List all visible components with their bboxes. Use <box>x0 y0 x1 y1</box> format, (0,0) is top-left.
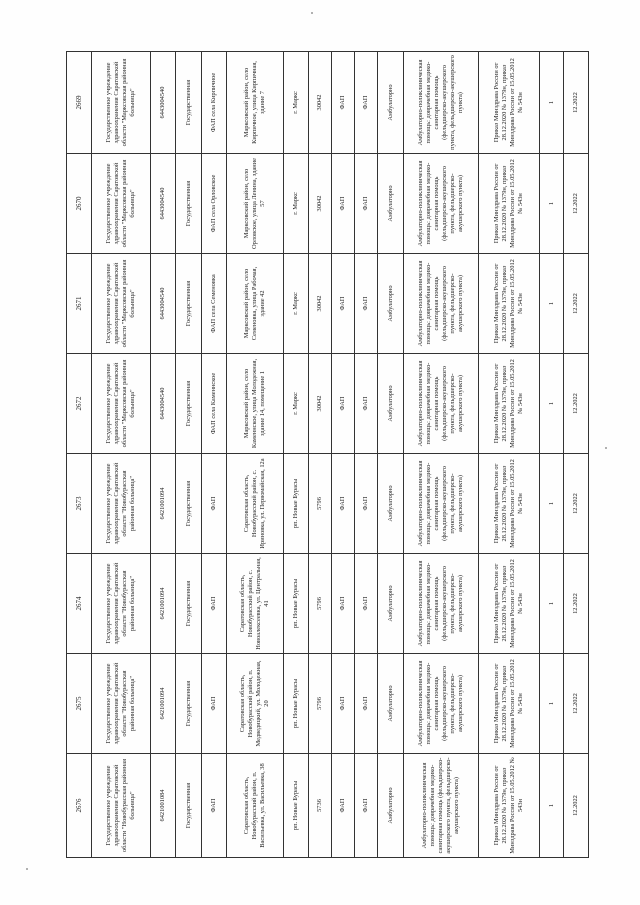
cell-name: ФАП села Орловское <box>201 154 226 254</box>
cell-care: Амбулаторно <box>378 154 403 254</box>
cell-okato: 30042 <box>309 52 332 154</box>
cell-locality: рп. Новые Бурасы <box>283 454 308 554</box>
cell-okato: 5796 <box>309 454 332 554</box>
cell-ownership: Государственная <box>176 354 201 454</box>
cell-count: 1 <box>540 154 563 254</box>
cell-okato: 5796 <box>309 654 332 754</box>
cell-org: Государственное учреждение здравоохранения Саратовской области "Новобурасская районная больница" <box>92 554 151 654</box>
row-subtype <box>355 52 378 858</box>
cell-address: Саратовская область, Новобурасский район, п. Медведицкий, ул. Молодежная, 20 <box>226 654 283 754</box>
cell-subtype: ФАП <box>355 454 378 554</box>
cell-date: 12.2022 <box>563 154 588 254</box>
cell-address: Марксовский район, село Орловское, улица Ленина, здание 57 <box>226 154 283 254</box>
cell-okato: 5736 <box>309 754 332 858</box>
cell-activity: Амбулаторно-поликлиническая помощь: доврачебная медико-санитарная помощь (фельдшерско-акушерского пункта, фельдшерско-акушерского пункта) <box>403 52 479 154</box>
row-locality <box>283 52 308 858</box>
cell-basis: Приказ Минздрава России от 28.12.2020 № 1379н, приказ Минздрава России от 15.05.2012 № 543н <box>479 154 540 254</box>
cell-org: Государственное учреждение здравоохранения Саратовской области "Марксовская районная больница" <box>92 354 151 454</box>
cell-ownership: Государственная <box>176 454 201 554</box>
row-basis <box>479 52 540 858</box>
cell-ownership: Государственная <box>176 154 201 254</box>
row-care <box>378 52 403 858</box>
row-name <box>201 52 226 858</box>
cell-subtype: ФАП <box>355 52 378 154</box>
row-ownership <box>176 52 201 858</box>
cell-inn: 6421001084 <box>151 754 176 858</box>
cell-name: ФАП <box>201 454 226 554</box>
row-date <box>563 52 588 858</box>
cell-id: 2669 <box>67 52 92 154</box>
cell-okato: 30042 <box>309 354 332 454</box>
cell-org: Государственное учреждение здравоохранения Саратовской области "Новобурасская районная больница" <box>92 654 151 754</box>
cell-locality: г. Маркс <box>283 154 308 254</box>
row-org <box>92 52 151 858</box>
cell-basis: Приказ Минздрава России от 28.12.2020 № 1379н, приказ Минздрава России от 15.05.2012 № 543н <box>479 52 540 154</box>
cell-activity: Амбулаторно-поликлиническая помощь: доврачебная медико-санитарная помощь (фельдшерско-акушерского пункта, фельдшерско-акушерского пункта) <box>403 454 479 554</box>
cell-type: ФАП <box>332 454 355 554</box>
cell-org: Государственное учреждение здравоохранения Саратовской области "Новобурасская районная больница" <box>92 454 151 554</box>
cell-care: Амбулаторно <box>378 254 403 354</box>
cell-address: Саратовская область, Новобурасский район, п. Васильевка, ул. Васильевка, 38 <box>226 754 283 858</box>
cell-inn: 6443004540 <box>151 154 176 254</box>
row-id <box>67 52 92 858</box>
cell-subtype: ФАП <box>355 354 378 454</box>
cell-basis: Приказ Минздрава России от 28.12.2020 № 1379н, приказ Минздрава России от 15.05.2012 № 543н <box>479 754 540 858</box>
cell-id: 2676 <box>67 754 92 858</box>
row-inn <box>151 52 176 858</box>
cell-type: ФАП <box>332 154 355 254</box>
cell-date: 12.2022 <box>563 654 588 754</box>
cell-activity: Амбулаторно-поликлиническая помощь: доврачебная медико-санитарная помощь (фельдшерско-акушерского пункта, фельдшерско-акушерского пункта) <box>403 354 479 454</box>
cell-basis: Приказ Минздрава России от 28.12.2020 № 1379н, приказ Минздрава России от 15.05.2012 № 543н <box>479 354 540 454</box>
cell-inn: 6421001094 <box>151 454 176 554</box>
cell-address: Марксовский район, село Семеновка, улица Рабочая, здание 42 <box>226 254 283 354</box>
cell-subtype: ФАП <box>355 554 378 654</box>
cell-ownership: Государственная <box>176 554 201 654</box>
cell-date: 12.2022 <box>563 754 588 858</box>
row-count <box>540 52 563 858</box>
cell-locality: рп. Новые Бурасы <box>283 654 308 754</box>
cell-id: 2673 <box>67 454 92 554</box>
cell-activity: Амбулаторно-поликлиническая помощь: доврачебная медико-санитарная помощь (фельдшерско-акушерского пункта, фельдшерско-акушерского пункта) <box>403 754 479 858</box>
cell-address: Саратовская область, Новобурасский район, с. Новоалексеевка, ул. Центральная, 41 <box>226 554 283 654</box>
cell-inn: 6443004540 <box>151 354 176 454</box>
cell-date: 12.2022 <box>563 354 588 454</box>
cell-locality: г. Маркс <box>283 254 308 354</box>
rotated-table-wrapper <box>66 52 589 858</box>
cell-id: 2674 <box>67 554 92 654</box>
cell-id: 2671 <box>67 254 92 354</box>
row-activity <box>403 52 479 858</box>
cell-care: Амбулаторно <box>378 52 403 154</box>
cell-name: ФАП села Семеновка <box>201 254 226 354</box>
cell-care: Амбулаторно <box>378 654 403 754</box>
cell-locality: г. Маркс <box>283 52 308 154</box>
cell-okato: 5796 <box>309 554 332 654</box>
cell-date: 12.2022 <box>563 554 588 654</box>
cell-locality: рп. Новые Бурасы <box>283 754 308 858</box>
cell-inn: 6443004540 <box>151 52 176 154</box>
cell-ownership: Государственная <box>176 754 201 858</box>
cell-id: 2675 <box>67 654 92 754</box>
cell-count: 1 <box>540 354 563 454</box>
cell-subtype: ФАП <box>355 654 378 754</box>
cell-count: 1 <box>540 254 563 354</box>
cell-address: Саратовская область, Новобурасский район, с. Ириновка, ул. Первомайская, 12а <box>226 454 283 554</box>
cell-count: 1 <box>540 554 563 654</box>
register-table <box>66 51 589 858</box>
cell-activity: Амбулаторно-поликлиническая помощь: доврачебная медико-санитарная помощь (фельдшерско-акушерского пункта, фельдшерско-акушерского пункта) <box>403 154 479 254</box>
cell-name: ФАП села Каменнское <box>201 354 226 454</box>
cell-id: 2670 <box>67 154 92 254</box>
cell-org: Государственное учреждение здравоохранения Саратовской области "Марксовская районная больница" <box>92 52 151 154</box>
cell-name: ФАП села Кирпичное <box>201 52 226 154</box>
cell-org: Государственное учреждение здравоохранения Саратовской области "Новобурасская районная больница" <box>92 754 151 858</box>
row-okato <box>309 52 332 858</box>
cell-address: Марксовский район, село Каменнское, улица Молодежная, здание 14, помещение 1 <box>226 354 283 454</box>
cell-ownership: Государственная <box>176 52 201 154</box>
cell-okato: 30042 <box>309 154 332 254</box>
cell-count: 1 <box>540 52 563 154</box>
cell-ownership: Государственная <box>176 654 201 754</box>
cell-activity: Амбулаторно-поликлиническая помощь: доврачебная медико-санитарная помощь (фельдшерско-акушерского пункта, фельдшерско-акушерского пункта) <box>403 654 479 754</box>
cell-id: 2672 <box>67 354 92 454</box>
cell-type: ФАП <box>332 654 355 754</box>
cell-ownership: Государственная <box>176 254 201 354</box>
cell-activity: Амбулаторно-поликлиническая помощь: доврачебная медико-санитарная помощь (фельдшерско-акушерского пункта, фельдшерско-акушерского пункта) <box>403 554 479 654</box>
cell-date: 12.2022 <box>563 52 588 154</box>
cell-type: ФАП <box>332 354 355 454</box>
cell-inn: 6421001094 <box>151 554 176 654</box>
cell-type: ФАП <box>332 52 355 154</box>
cell-count: 1 <box>540 754 563 858</box>
cell-org: Государственное учреждение здравоохранения Саратовской области "Марксовская районная больница" <box>92 154 151 254</box>
cell-count: 1 <box>540 654 563 754</box>
cell-basis: Приказ Минздрава России от 28.12.2020 № 1379н, приказ Минздрава России от 15.05.2012 № 543н <box>479 554 540 654</box>
cell-okato: 30042 <box>309 254 332 354</box>
cell-inn: 6443004540 <box>151 254 176 354</box>
cell-care: Амбулаторно <box>378 554 403 654</box>
cell-care: Амбулаторно <box>378 354 403 454</box>
cell-activity: Амбулаторно-поликлиническая помощь: доврачебная медико-санитарная помощь (фельдшерско-акушерского пункта, фельдшерско-акушерского пункта) <box>403 254 479 354</box>
cell-subtype: ФАП <box>355 154 378 254</box>
cell-org: Государственное учреждение здравоохранения Саратовской области "Марксовская районная больница" <box>92 254 151 354</box>
cell-basis: Приказ Минздрава России от 28.12.2020 № 1379н, приказ Минздрава России от 15.05.2012 № 543н <box>479 654 540 754</box>
cell-type: ФАП <box>332 754 355 858</box>
cell-locality: г. Маркс <box>283 354 308 454</box>
cell-basis: Приказ Минздрава России от 28.12.2020 № 1379н, приказ Минздрава России от 15.05.2012 № 543н <box>479 254 540 354</box>
cell-care: Амбулаторно <box>378 754 403 858</box>
cell-name: ФАП <box>201 554 226 654</box>
cell-count: 1 <box>540 454 563 554</box>
cell-address: Марксовский район, село Кирпичное, улица Кирпичная, здание 7 <box>226 52 283 154</box>
cell-date: 12.2022 <box>563 254 588 354</box>
cell-basis: Приказ Минздрава России от 28.12.2020 № 1379н, приказ Минздрава России от 15.05.2012 № 543н <box>479 454 540 554</box>
row-address <box>226 52 283 858</box>
cell-date: 12.2022 <box>563 454 588 554</box>
cell-type: ФАП <box>332 254 355 354</box>
cell-name: ФАП <box>201 654 226 754</box>
cell-name: ФАП <box>201 754 226 858</box>
cell-locality: рп. Новые Бурасы <box>283 554 308 654</box>
cell-subtype: ФАП <box>355 254 378 354</box>
cell-subtype: ФАП <box>355 754 378 858</box>
cell-care: Амбулаторно <box>378 454 403 554</box>
cell-type: ФАП <box>332 554 355 654</box>
cell-inn: 6421001094 <box>151 654 176 754</box>
row-type <box>332 52 355 858</box>
